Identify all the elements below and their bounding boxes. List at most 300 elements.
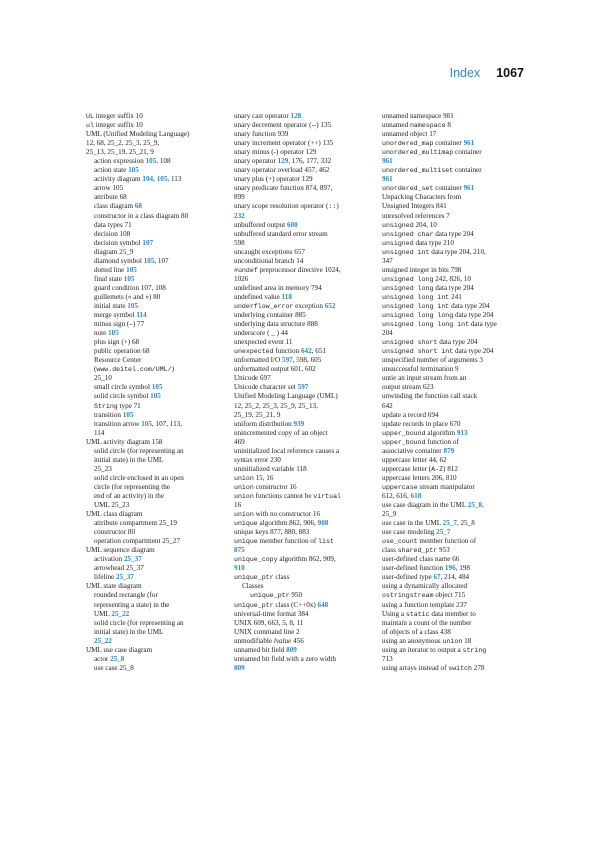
page-ref-bold: 129 (277, 157, 289, 166)
entry-text: unnamed object 17 (382, 130, 437, 139)
page-ref-bold: 809 (234, 663, 245, 672)
entry-text: data type 210 (413, 238, 454, 247)
index-entry (86, 320, 234, 329)
index-entry (382, 148, 532, 157)
index-entry (86, 193, 234, 202)
index-entry (86, 664, 234, 673)
index-entry (382, 619, 532, 628)
index-entry (234, 447, 382, 456)
index-entry (382, 275, 532, 284)
entry-text: , 214, 484 (440, 573, 470, 582)
index-entry (234, 483, 382, 492)
entry-text: unnamed (382, 121, 410, 130)
page-ref-bold: 232 (234, 211, 245, 220)
index-entry (382, 383, 532, 392)
entry-text: 612, 616, (382, 491, 411, 500)
index-entry (86, 438, 234, 447)
entry-text: decision symbol (94, 238, 143, 247)
page-ref-bold: 961 (463, 139, 475, 148)
entry-text: 25_23 (94, 464, 112, 473)
code-term: unordered_map (382, 140, 434, 148)
entry-text: 713 (382, 654, 393, 663)
entry-text: UNIX 609, 663, 5, 8, 11 (234, 618, 304, 627)
entry-text: 469 (234, 437, 245, 446)
entry-text: rounded rectangle (for (94, 591, 158, 600)
entry-text: 1026 (234, 274, 249, 283)
index-entry (382, 284, 532, 293)
entry-text: container (433, 184, 464, 193)
entry-text: member function of (417, 537, 477, 546)
entry-text: unconditional branch 14 (234, 256, 304, 265)
index-entry (86, 447, 234, 456)
entry-text: Using a (382, 609, 406, 618)
index-entry (234, 664, 382, 673)
index-entry (382, 555, 532, 564)
index-entry (86, 474, 234, 483)
entry-text: of objects of a class 438 (382, 627, 451, 636)
index-entry (382, 411, 532, 420)
entry-text: unmodifiable (234, 636, 274, 645)
entry-text: update a record 694 (382, 410, 439, 419)
page-ref-bold: 809 (286, 645, 297, 654)
index-entry (234, 139, 382, 148)
index-entry (382, 456, 532, 465)
page-ref-bold: 105 (145, 157, 157, 166)
entry-text: container (453, 166, 482, 175)
entry-text: unsigned integer in bits 798 (382, 265, 462, 274)
entry-text: merge symbol (94, 311, 137, 320)
entry-text: untie an input stream from an (382, 374, 467, 383)
page-ref-bold: 118 (281, 292, 292, 301)
index-entry (234, 573, 382, 582)
entry-text: data type 204 (449, 301, 490, 310)
entry-text: uncaught exceptions 657 (234, 247, 305, 256)
entry-text: unnamed bit field (234, 645, 287, 654)
entry-text: Unpacking Characters from (382, 193, 462, 202)
page-ref-bold: 961 (463, 184, 475, 193)
index-entry (382, 546, 532, 555)
entry-text: universal-time format 384 (234, 609, 309, 618)
index-entry (234, 266, 382, 275)
entry-text: syntax error 230 (234, 455, 281, 464)
entry-text: 598 (234, 238, 245, 247)
entry-text: underlying container 885 (234, 311, 306, 320)
entry-text: unnamed bit field with a zero width (234, 654, 336, 663)
index-entry (382, 573, 532, 582)
code-term: unsigned long int (382, 293, 450, 301)
page-ref-bold: 953 (439, 546, 450, 555)
code-term: ostringstream (382, 592, 434, 600)
entry-text: algorithm 862, 909, (277, 555, 336, 564)
code-term: upper_bound (382, 429, 426, 437)
index-entry (86, 356, 234, 365)
entry-text: algorithm (425, 428, 457, 437)
entry-text: unary predicate function 874, 897, (234, 184, 333, 193)
code-term: unsigned short (382, 339, 438, 347)
entry-text: use case 25_8 (94, 663, 134, 672)
index-entry (382, 438, 532, 447)
entry-text: arrow 105 (94, 184, 124, 193)
code-term: upper_bound (382, 438, 426, 446)
index-entry (234, 365, 382, 374)
index-entry (86, 402, 234, 411)
index-entry (382, 447, 532, 456)
page-ref-bold: 25_37 (116, 573, 134, 582)
code-term: unsigned (382, 221, 414, 229)
code-term: union (234, 492, 254, 500)
page-ref-bold: 196 (444, 564, 456, 573)
page-ref-bold: 908 (317, 519, 329, 528)
index-entry (382, 121, 532, 130)
entry-text: constructor 16 (253, 482, 297, 491)
entry-text: solid circle (for representing an (94, 446, 184, 455)
index-entry (234, 637, 382, 646)
index-entry (382, 365, 532, 374)
entry-text: maintain a count of the number (382, 618, 472, 627)
entry-text: UML 25_23 (94, 501, 130, 510)
index-entry (234, 338, 382, 347)
entry-text: UML state diagram (86, 582, 142, 591)
code-term: union (442, 637, 463, 645)
index-entry (86, 148, 234, 157)
entry-text: associative container (382, 446, 444, 455)
entry-text: 18 (462, 636, 472, 645)
index-entry (234, 420, 382, 429)
index-entry (234, 628, 382, 637)
entry-text: Unicode character set (234, 383, 298, 392)
entry-text: diamond symbol (94, 256, 144, 265)
entry-text: 278 (471, 663, 485, 672)
index-entry (234, 456, 382, 465)
index-entry (86, 130, 234, 139)
index-entry (86, 573, 234, 582)
entry-text: unsuccessful termination 9 (382, 365, 459, 374)
page-ref-bold: 910 (234, 564, 245, 573)
entry-text: user-defined class name 66 (382, 555, 460, 564)
index-entry (86, 582, 234, 591)
index-entry (382, 302, 532, 311)
entry-text: algorithm 862, 906, (257, 519, 318, 528)
entry-text: 25_13, 25_19, 25_21, 9 (86, 148, 154, 157)
entry-text: undefined area in memory 794 (234, 283, 322, 292)
entry-text: integer suffix 10 (93, 121, 143, 130)
index-entry (382, 202, 532, 211)
index-entry (234, 293, 382, 302)
entry-text: 899 (234, 193, 245, 202)
index-entry (234, 546, 382, 555)
page-ref-bold: 105 (127, 301, 139, 310)
code-term: use_count (382, 538, 418, 546)
entry-text: actor (94, 654, 111, 663)
entry-text: uniform distribution (234, 419, 294, 428)
entry-text: class (382, 546, 398, 555)
entry-text: guillemets (« and ») 80 (94, 292, 161, 301)
entry-text: 25_10 (94, 374, 112, 383)
entry-text: , 198 (455, 564, 470, 573)
index-entry (86, 230, 234, 239)
index-entry (86, 347, 234, 356)
entry-text: 8 (445, 121, 451, 130)
page-ref-bold: 128 (290, 112, 302, 120)
index-entry (86, 655, 234, 664)
index-entry (234, 374, 382, 383)
entry-text: UML (94, 609, 112, 618)
code-term: union (234, 511, 254, 519)
entry-text: uppercase letters 206, 810 (382, 473, 457, 482)
index-entry (382, 356, 532, 365)
index-entry (234, 655, 382, 664)
code-term: string (462, 646, 487, 654)
entry-text: 12, 25_2, 25_3, 25_9, 25_13, (234, 401, 318, 410)
page-ref-bold: 648 (317, 600, 329, 609)
index-entry (382, 465, 532, 474)
index-entry (382, 610, 532, 619)
index-entry (234, 212, 382, 221)
entry-text: solid circle enclosed in an open (94, 473, 184, 482)
entry-text: guard condition 107, 108 (94, 283, 166, 292)
entry-text: , 113 (167, 175, 182, 184)
entry-text: transition arrow (94, 419, 142, 428)
entry-text: unformatted I/O (234, 356, 282, 365)
entry-text: data type 204 (453, 347, 494, 356)
index-entry (86, 555, 234, 564)
index-entry (382, 637, 532, 646)
index-entry (86, 184, 234, 193)
index-entry (234, 257, 382, 266)
index-entry (86, 510, 234, 519)
entry-text: solid circle (for representing an (94, 618, 184, 627)
index-entry (382, 528, 532, 537)
index-entry (382, 221, 532, 230)
entry-text: use case diagram in the UML (382, 501, 468, 510)
entry-text: data types 71 (94, 220, 132, 229)
entry-text: UML activity diagram 158 (86, 437, 163, 446)
index-entry (86, 293, 234, 302)
page-ref-bold: 25_8 (467, 501, 483, 510)
page-ref-bold: 105 (108, 329, 119, 338)
entry-text: , 25_8 (456, 519, 475, 528)
code-term: unique (234, 538, 258, 546)
index-entry (86, 519, 234, 528)
page-ref-bold: 597 (297, 383, 309, 392)
index-entry (382, 664, 532, 673)
page-ref-bold: 105 (143, 256, 155, 265)
index-entry (382, 392, 532, 401)
entry-text: 347 (382, 256, 393, 265)
entry-text: class (C++0x) (273, 600, 318, 609)
entry-text: use case in the UML (382, 519, 443, 528)
entry-text: functions cannot be (253, 491, 314, 500)
index-entry (382, 157, 532, 166)
index-entry (382, 293, 532, 302)
index-entry (234, 275, 382, 284)
index-entry (382, 429, 532, 438)
code-term: union (234, 483, 254, 491)
entry-text: update records in place 670 (382, 419, 461, 428)
entry-text: , (482, 501, 484, 510)
entry-text: unincremented copy of an object (234, 428, 328, 437)
entry-text: , 176, 177, 332 (288, 157, 332, 166)
index-entry (234, 157, 382, 166)
index-entry (234, 202, 382, 211)
code-term: unordered_set (382, 185, 434, 193)
index-entry (86, 329, 234, 338)
page-ref-bold: 939 (293, 419, 305, 428)
page-ref-bold: 105 (126, 265, 137, 274)
code-term: unordered_multiset (382, 167, 454, 175)
entry-text: uninitialized local reference causes a (234, 446, 340, 455)
entry-text: type 71 (117, 401, 141, 410)
page-ref-bold: 652 (324, 301, 336, 310)
code-term: unsigned long (382, 275, 434, 283)
entry-text: 204, 10 (413, 220, 437, 229)
code-term: unsigned long long int (382, 321, 470, 329)
entry-text: circle (for representing the (94, 482, 170, 491)
page-ref-bold: 597 (282, 356, 293, 365)
index-entry (234, 619, 382, 628)
entry-text: Unicode 697 (234, 374, 271, 383)
entry-text: Resource Center (94, 356, 142, 365)
entry-text: unary operator (234, 157, 278, 166)
entry-text: operation compartment 25_27 (94, 537, 181, 546)
entry-text: use case modeling (382, 528, 437, 537)
entry-text: Unified Modeling Language (UML) (234, 392, 338, 401)
entry-text: unary plus (+) operator 129 (234, 175, 313, 184)
index-entry (382, 492, 532, 501)
page-ref-bold: 25_8 (110, 654, 125, 663)
code-term: www.deitel.com/UML/ (96, 366, 172, 374)
index-entry (382, 130, 532, 139)
index-entry (86, 619, 234, 628)
index-entry (86, 628, 234, 637)
entry-text: UML sequence diagram (86, 546, 155, 555)
index-entry (382, 519, 532, 528)
index-entry (86, 528, 234, 537)
entry-text: 950 (289, 591, 303, 600)
entry-text: output stream 623 (382, 383, 434, 392)
index-entry (86, 166, 234, 175)
entry-text: unary operator overload 457, 462 (234, 166, 330, 175)
entry-text: uppercase letter ( (382, 464, 432, 473)
index-entry (382, 184, 532, 193)
index-entry (86, 338, 234, 347)
entry-text: plus sign (+) 68 (94, 338, 140, 347)
entry-text: 204 (382, 329, 393, 338)
code-term: static (405, 610, 430, 618)
index-column-3 (382, 112, 532, 673)
index-entry (86, 411, 234, 420)
entry-text: using an iterator to output a (382, 645, 463, 654)
entry-text: container (453, 148, 482, 157)
index-entry (234, 519, 382, 528)
index-entry (234, 510, 382, 519)
index-entry (382, 139, 532, 148)
page-ref-bold: 25_22 (94, 636, 112, 645)
index-entry (382, 193, 532, 202)
index-entry (86, 374, 234, 383)
index-entry (86, 212, 234, 221)
code-term: unsigned short int (382, 348, 454, 356)
index-entry (86, 284, 234, 293)
index-entry (234, 601, 382, 610)
entry-text: unbuffered standard error stream (234, 229, 328, 238)
index-entry (86, 456, 234, 465)
page-ref-bold: 105 (122, 410, 134, 419)
code-term: union (234, 474, 254, 482)
entry-text: undefined value (234, 292, 282, 301)
index-entry (234, 646, 382, 655)
index-entry (86, 239, 234, 248)
entry-text: 456 (291, 636, 304, 645)
index-entry (86, 637, 234, 646)
page-ref-bold: 105 (128, 166, 139, 175)
entry-text: initial state) in the UML (94, 627, 164, 636)
entry-text: container (433, 139, 464, 148)
entry-text: unique keys 877, 880, 883 (234, 528, 310, 537)
entry-text: ) (171, 365, 174, 374)
index-entry (382, 501, 532, 510)
index-entry (382, 474, 532, 483)
entry-text: unbuffered output (234, 220, 288, 229)
index-entry (86, 175, 234, 184)
index-entry (382, 655, 532, 664)
index-entry (86, 601, 234, 610)
index-entry (382, 266, 532, 275)
entry-text: lifeline (94, 573, 117, 582)
entry-text: transition (94, 410, 123, 419)
index-entry (86, 483, 234, 492)
entry-text: unary decrement operator (--) 135 (234, 121, 332, 130)
index-entry (234, 193, 382, 202)
code-term: underflow_error (234, 302, 294, 310)
entry-text: data type 204 (453, 311, 494, 320)
page-ref-bold: 107 (142, 238, 154, 247)
entry-text: decision 108 (94, 229, 131, 238)
page-ref-bold: 961 (382, 157, 393, 166)
page-ref-bold: 981 (443, 112, 454, 120)
code-term: unique_ptr (234, 574, 274, 582)
page-ref-bold: 105 (150, 392, 161, 401)
entry-text: unary cast operator (234, 112, 291, 120)
index-entry (234, 184, 382, 193)
entry-text: minus sign (–) 77 (94, 320, 145, 329)
index-entry (86, 157, 234, 166)
entry-text: , 16 (262, 473, 274, 482)
code-term: ul (86, 122, 94, 130)
entry-text: integer suffix 10 (93, 112, 143, 120)
entry-text: underlying data structure 888 (234, 320, 318, 329)
entry-text: data type 204 (437, 338, 478, 347)
index-entry (234, 347, 382, 356)
section-title: Index (449, 66, 481, 80)
index-entry (234, 537, 382, 546)
index-entry (382, 230, 532, 239)
index-entry (382, 175, 532, 184)
index-entry (234, 474, 382, 483)
code-term: unsigned (382, 239, 414, 247)
index-entry (382, 239, 532, 248)
code-term: unique_ptr (250, 592, 290, 600)
index-entry (86, 221, 234, 230)
entry-text: unexpected event 11 (234, 338, 293, 347)
entry-text: constructor in a class diagram 80 (94, 211, 189, 220)
index-entry (234, 320, 382, 329)
code-term: unique_copy (234, 556, 278, 564)
entry-text: solid circle symbol (94, 392, 151, 401)
entry-text: class diagram (94, 202, 135, 211)
entry-text: underscore ( _ ) 44 (234, 329, 288, 338)
entry-text: data type 204 (433, 283, 474, 292)
